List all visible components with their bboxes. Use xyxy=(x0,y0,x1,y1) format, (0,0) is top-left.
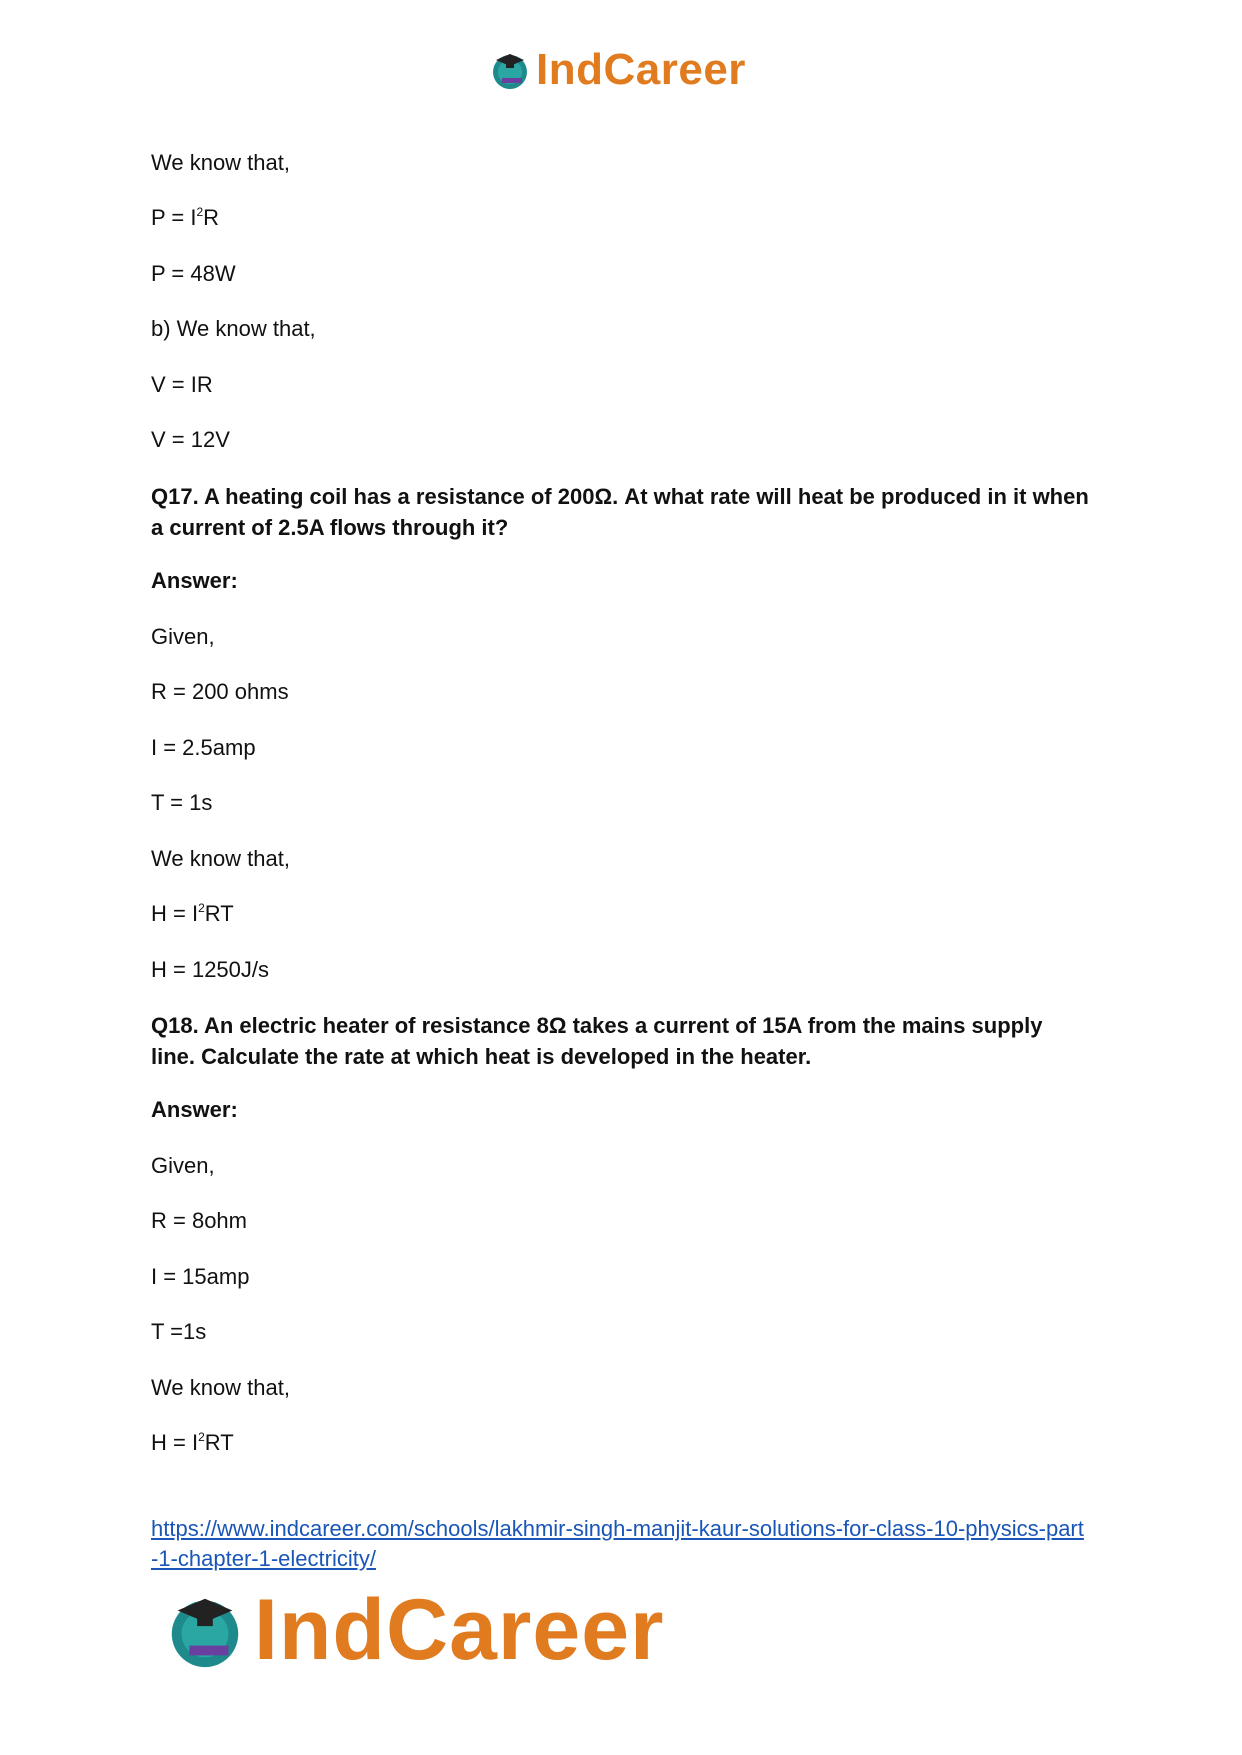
text-line: H = 1250J/s xyxy=(151,957,270,982)
header-logo xyxy=(488,42,746,98)
answer-label: Answer: xyxy=(151,1097,238,1122)
answer-label: Answer: xyxy=(151,568,238,593)
footer-logo-text: IndCareer xyxy=(254,1581,665,1678)
graduation-cap-globe-icon xyxy=(162,1587,248,1673)
text-line: I = 2.5amp xyxy=(151,735,256,760)
question-17: Q17. A heating coil has a resistance of 200Ω. At what rate will heat be produced in it when a current of 2.5A flows through it? xyxy=(151,484,1089,540)
text-line: V = IR xyxy=(151,372,213,397)
text-line: R = 8ohm xyxy=(151,1208,247,1233)
text-line: We know that, xyxy=(151,1375,290,1400)
text-line: I = 15amp xyxy=(151,1264,250,1289)
text-line: T = 1s xyxy=(151,790,213,815)
formula-heat: $H = I^2RT$ xyxy=(151,901,234,926)
text-line: We know that, xyxy=(151,846,290,871)
graduation-cap-globe-icon xyxy=(488,48,532,92)
formula-power: $P = I^2R$ xyxy=(151,205,220,230)
header-logo-text: IndCareer xyxy=(536,45,746,94)
text-line: R = 200 ohms xyxy=(151,679,289,704)
question-18: Q18. An electric heater of resistance 8Ω takes a current of 15A from the mains supply line. Calculate the rate at which heat is developed in the heater. xyxy=(151,1013,1043,1069)
text-line: Given, xyxy=(151,624,215,649)
text-line: T =1s xyxy=(151,1319,207,1344)
text-line: V = 12V xyxy=(151,427,230,452)
text-line: b) We know that, xyxy=(151,316,316,341)
footer-logo xyxy=(162,1581,665,1678)
text-line: P = 48W xyxy=(151,261,236,286)
text-line: We know that, xyxy=(151,150,290,175)
source-link[interactable]: https://www.indcareer.com/schools/lakhmir-singh-manjit-kaur-solutions-for-class-10-physics-part-1-chapter-1-electricity/ xyxy=(151,1516,1084,1571)
formula-heat: $H = I^2RT$ xyxy=(151,1430,234,1455)
text-line: Given, xyxy=(151,1153,215,1178)
